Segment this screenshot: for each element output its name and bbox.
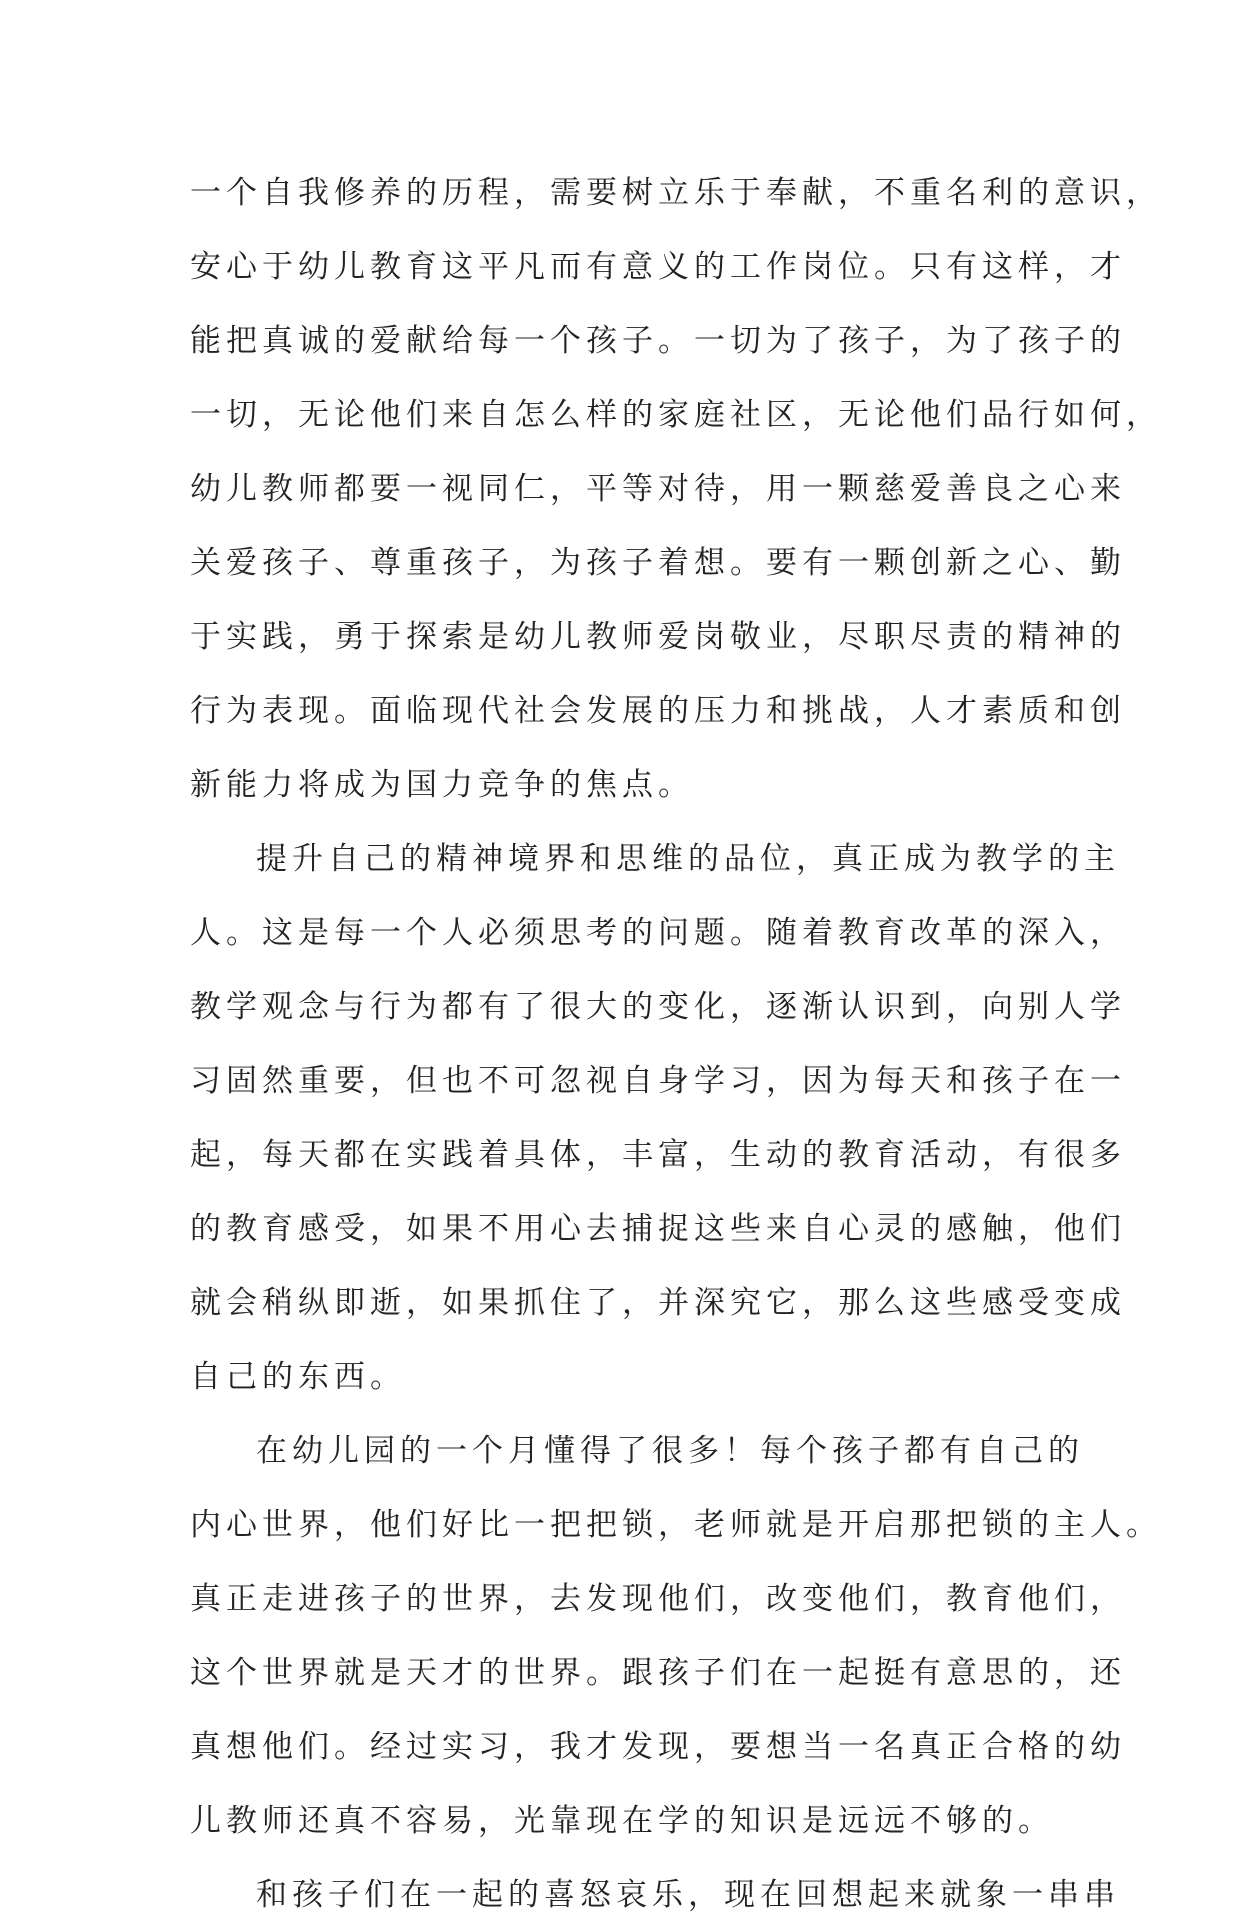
- text-line: 能把真诚的爱献给每一个孩子。一切为了孩子，为了孩子的: [190, 323, 1126, 359]
- text-line: 关爱孩子、尊重孩子，为孩子着想。要有一颗创新之心、勤: [190, 545, 1126, 581]
- paragraph: [190, 822, 1126, 1414]
- text-line: 一个自我修养的历程，需要树立乐于奉献，不重名利的意识，: [190, 175, 1162, 211]
- text-line: 习固然重要，但也不可忽视自身学习，因为每天和孩子在一: [190, 1063, 1126, 1099]
- text-line: 起，每天都在实践着具体，丰富，生动的教育活动，有很多: [190, 1137, 1126, 1173]
- text-line: 行为表现。面临现代社会发展的压力和挑战，人才素质和创: [190, 693, 1126, 729]
- text-line: 真想他们。经过实习，我才发现，要想当一名真正合格的幼: [190, 1729, 1126, 1765]
- paragraph: [190, 156, 1162, 822]
- text-line: 提升自己的精神境界和思维的品位，真正成为教学的主: [256, 841, 1120, 877]
- text-line: 内心世界，他们好比一把把锁，老师就是开启那把锁的主人。: [190, 1507, 1162, 1543]
- text-line: 和孩子们在一起的喜怒哀乐，现在回想起来就象一串串: [256, 1877, 1120, 1913]
- text-line: 新能力将成为国力竞争的焦点。: [190, 767, 694, 803]
- text-line: 于实践，勇于探索是幼儿教师爱岗敬业，尽职尽责的精神的: [190, 619, 1126, 655]
- paragraph: [190, 1858, 1120, 1932]
- text-line: 的教育感受，如果不用心去捕捉这些来自心灵的感触，他们: [190, 1211, 1126, 1247]
- text-line: 自己的东西。: [190, 1359, 406, 1395]
- text-line: 这个世界就是天才的世界。跟孩子们在一起挺有意思的，还: [190, 1655, 1126, 1691]
- text-line: 一切，无论他们来自怎么样的家庭社区，无论他们品行如何，: [190, 397, 1162, 433]
- paragraph: [190, 1414, 1162, 1858]
- text-line: 就会稍纵即逝，如果抓住了，并深究它，那么这些感受变成: [190, 1285, 1126, 1321]
- text-line: 儿教师还真不容易，光靠现在学的知识是远远不够的。: [190, 1803, 1054, 1839]
- text-line: 教学观念与行为都有了很大的变化，逐渐认识到，向别人学: [190, 989, 1126, 1025]
- text-line: 真正走进孩子的世界，去发现他们，改变他们，教育他们，: [190, 1581, 1126, 1617]
- body-text: [190, 156, 1162, 1932]
- text-line: 安心于幼儿教育这平凡而有意义的工作岗位。只有这样，才: [190, 249, 1126, 285]
- text-line: 人。这是每一个人必须思考的问题。随着教育改革的深入，: [190, 915, 1126, 951]
- text-line: 在幼儿园的一个月懂得了很多！每个孩子都有自己的: [256, 1433, 1084, 1469]
- text-line: 幼儿教师都要一视同仁，平等对待，用一颗慈爱善良之心来: [190, 471, 1126, 507]
